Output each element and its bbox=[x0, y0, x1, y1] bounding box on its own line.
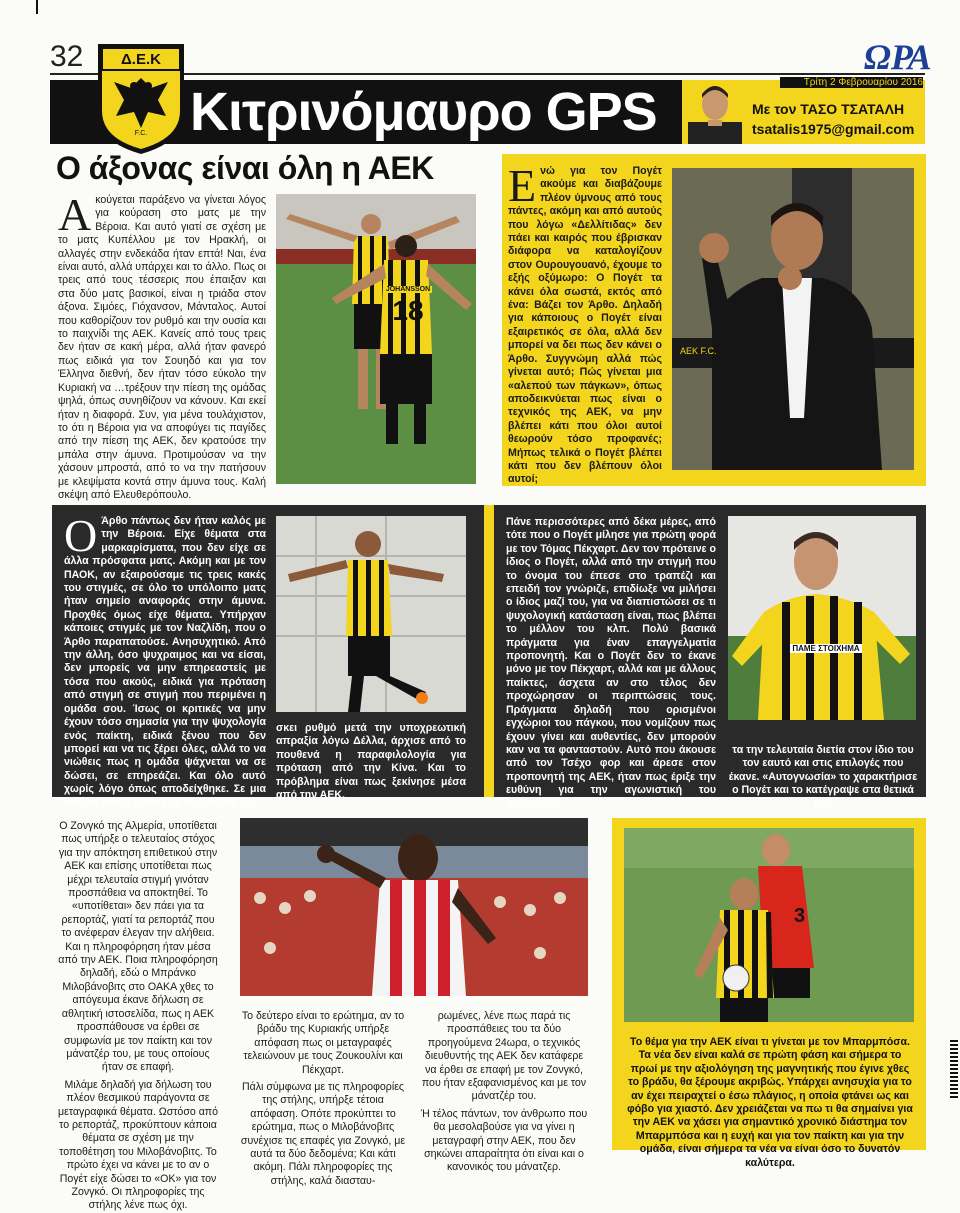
article1-text bbox=[58, 189, 266, 502]
article5-col1-p2: Μιλάμε δηλαδή για δήλωση του πλέον θεσμικού παράγοντα σε μεταγραφικά θέματα. Ωστόσο από το ρεπορτάζ, προκύπτουν κάποια θέματα σε σχέση με την τοποθέτηση του Μιλοβάνοβιτς. Το πρώτο έχει να κάνει με το αν ο Πογέτ είχε δώσει το «ΟΚ» για τον Ζονγκό. Οι πληροφορίες της στήλης λένε πως όχι. bbox=[58, 1078, 219, 1212]
aek-crest bbox=[96, 42, 186, 156]
edge-mark-top bbox=[36, 0, 38, 14]
player-portrait-icon bbox=[728, 516, 916, 720]
author-email[interactable]: tsatalis1975@gmail.com bbox=[752, 121, 915, 137]
article5-col1-p1: Ο Ζονγκό της Αλμερία, υποτίθεται πως υπήρξε ο τελευταίος στόχος για την απόκτηση επιθετικού στην ΑΕΚ και επίσης υποτίθεται πως μέχρι τελευταία στιγμή γινόταν προσπάθεια να αποκτηθεί. Το «υποτίθεται» δεν πάει για τα ρεπορτάζ, γιατί τα ρεπορτάζ που το ανέφεραν έλεγαν την αλήθεια. Και η πληροφόρηση ήταν μέσα από την ΑΕΚ. Ποια πληροφόρηση δηλαδή, εδώ ο Μπράνκο Μιλοβάνοβιτς στο ΟΑΚΑ χθες το απόγευμα έκανε δήλωση σε αθλητική ιστοσελίδα, πως η ΑΕΚ προσπάθουσε να έρθει σε συμφωνία με τον παίκτη και τον μάνατζέρ του, με τους οποίους ήταν σε επαφή. bbox=[58, 820, 218, 1074]
photo-zongo bbox=[240, 818, 588, 996]
article5-col1 bbox=[58, 820, 218, 1213]
players-celebrating-icon bbox=[276, 194, 476, 484]
article3-text bbox=[64, 510, 266, 810]
article5-col2-p1: Το δεύτερο είναι το ερώτημα, αν το βράδυ της Κυριακής υπήρξε απόφαση πως οι μεταγραφές τελειώνουν με τους Ζουκουλίνι και Πέκχαρτ. bbox=[241, 1010, 405, 1076]
article3-body: Άρθο πάντως δεν ήταν καλός με την Βέροια. Είχε θέματα στα μαρκαρίσματα, που δεν είχε σε άλλα πρόσφατα ματς. Ακόμη και με τον ΠΑΟΚ, αν εξαιρούσαμε τις τρεις κακές του στιγμές, σε όλο το υπόλοιπο ματς ήταν σημείο αναφοράς στην άμυνα. Προχθές όμως είχε θέματα. Υπήρχαν κάποιες στιγμές με τον Ναζλίδη, που ο Άρθο παραπατούσε. Ανησυχητικό. Από την άλλη, όσο ψυχραιμος και να είσαι, δεν μπορείς να μην επηρεαστείς με τόσα που ακούς, ειδικά για πρόταση από στιγμή σε στιγμή που περιμένει η ομάδα σου. Ίσως οι κριτικές να μην έχουν τόσο σημασία για την ψυχολογία ενός παίκτη, ειδικά ξένου που δεν μπορεί και να τις ξέρει όλες, αλλά το να νιώθεις πως η ομάδα ψάχνεται να σε δώσει, σε επηρεάζει. Και όλο αυτό χωρίς λόγο όπως αποδείχθηκε. Σε μια στιγμή που ο Άρθο είχε αρχίσει να βρι- bbox=[64, 515, 266, 809]
player-crowd-icon bbox=[240, 818, 588, 996]
article6-text: Το θέμα για την ΑΕΚ είναι τι γίνεται με τον Μπαρμπόσα. Τα νέα δεν είναι καλά σε πρώτη φάση και σήμερα το πρωί με την αξιολόγηση της μαγνητικής που έγινε χθες το βράδυ, θα ξέρουμε ακριβώς. Υπάρχει ανησυχία για το αν έχει πειραχτεί ο έσω πλάγιος, η οποία φτάνει ως και φόβο για χιαστό. Δεν χρειάζεται να πω τι θα σημαίνει για την ΑΕΚ να χάσει για σημαντικό χρονικό διάστημα τον Μπαρμπόσα και η ευχή και για τον παίκτη και για την ομάδα, είναι σήμερα τα νέα να είναι όσο το δυνατόν καλύτερα. bbox=[627, 1036, 913, 1169]
crest-text: Δ.Ε.Κ bbox=[121, 51, 161, 68]
article1-headline: Ο άξονας είναι όλη η ΑΕΚ bbox=[56, 150, 434, 186]
author-photo bbox=[688, 74, 742, 144]
page-number: 32 bbox=[50, 40, 84, 73]
issue-date: Τρίτη 2 Φεβρουαρίου 2016 bbox=[780, 77, 923, 88]
svg-text:3: 3 bbox=[794, 905, 806, 927]
panel-divider bbox=[484, 505, 494, 797]
article1-dropcap: Α bbox=[58, 189, 92, 240]
photo-pekhart bbox=[728, 516, 916, 720]
crest-fc: F.C. bbox=[134, 130, 148, 137]
player-celebrating-icon bbox=[276, 516, 466, 712]
article5-col2 bbox=[240, 1010, 406, 1188]
article3-continuation: σκει ρυθμό μετά την υποχρεωτική απραξία λόγω Δέλλα, άρχισε από το πουθενά η παραφιλολογία για πρόταση από την Κίνα. Και το πρόβλημα είναι πως ξεκίνησε μέσα από την ΑΕΚ. bbox=[276, 722, 466, 802]
jersey-name: JOHANSSON bbox=[385, 286, 431, 293]
article3-dropcap: Ο bbox=[64, 510, 98, 561]
article5-col3 bbox=[420, 1010, 588, 1175]
article4-text: Πάνε περισσότερες από δέκα μέρες, από τότε που ο Πογέτ μίλησε για πρώτη φορά με τον Τόμας Πέκχαρτ. Δεν τον πρότεινε ο ίδιος ο Πογέτ, αλλά από την στιγμή που το όνομα του έπεσε στο τραπέζι και επειδή τον γνώριζε, επιδίωξε να μιλήσει ο ίδιος μαζί του, για να διαπιστώσει σε τι ψυχολογική κατάσταση είναι, πως βλέπει το μέλλον του κλπ. Πολύ βασικά πράγματα για έναν επαγγελματία προπονητή. Και ο Πογέτ δεν το έκανε μόνο με τον Πέκχαρτ, αλλά και με άλλους παίκτες, άσχετα αν στο τέλος δεν προχώρησαν οι περιπτώσεις τους. Πράγματα δηλαδή που ορισμένοι εγχώριοι του πάγκου, που νομίζουν πως έχουν γίνει και αυθεντίες, δεν μπορούν καν να τα φανταστούν. Αυτό που άκουσε από τον Τσέχο φορ και άρεσε στον προπονητή της ΑΕΚ, ήταν πως έριξε την ευθύνη για την αγωνιστική του στασιμότη- bbox=[506, 516, 716, 810]
article5-col3-p1: ρωμένες, λένε πως παρά τις προσπάθειες του τα δύο προηγούμενα 24ωρα, ο τεχνικός διευθυντής της ΑΕΚ δεν κατάφερε να έρθει σε επαφή με τον Ζονγκό, που ήταν εξαφανισμένος και με τον μάνατζέρ του. bbox=[421, 1010, 587, 1103]
article2-body: νώ για τον Πογέτ ακούμε και διαβάζουμε πλέον ύμνους από τους πάντες, ακόμη και από αυτούς που λόγω «Δελλίτιδας» δεν πάει και καιρός που έβρισκαν διάφορα να καταλογίζουν στον Ουρουγουανό, έχουμε το εξής οξύμωρο: Ο Πογέτ τα κάνει όλα σωστά, εκτός από ένα: Βάζει τον Άρθο. Δηλαδή για κάποιους ο Πογέτ είναι εξαιρετικός σε όλα, αλλά δεν μπορεί να δει πως δεν κάνει ο Άρθο. Συγγνώμη αλλά πώς γίνεται αυτό; Πώς γίνεται μια «αλεπού των πάγκων», όπως αποδεικνύεται πως είναι ο τεχνικός της ΑΕΚ, να μην βλέπει κάτι που όλοι αυτοί θεωρούν τόσο προφανές; Μήπως τελικά ο Πογέτ βλέπει κάτι που δεν βλέπουν όλοι αυτοί; bbox=[508, 165, 662, 486]
author-line: Με τον ΤΑΣΟ ΤΣΑΤΑΛΗ bbox=[752, 101, 905, 117]
article2-dropcap: Ε bbox=[508, 160, 537, 211]
article5-col2-p2: Πάλι σύμφωνα με τις πληροφορίες της στήλης, υπήρξε τέτοια απόφαση. Οπότε προκύπτει το ερώτημα, πως ο Μιλοβάνοβιτς συνέχισε τις επαφές για Ζονγκό, με αυτά τα δύο δεδομένα; Και κάτι ακόμη. Πάλι πληροφορίες της στήλης, καλά διασταυ- bbox=[240, 1081, 406, 1187]
section-title: Κιτρινόμαυρο GPS bbox=[190, 82, 657, 142]
article1-body: κούγεται παράξενο να γίνεται λόγος για κούραση στο ματς με την Βέροια. Και αυτό γιατί σε σχέση με το ματς Κυπέλλου με τον Ηρακλή, οι αλλαγές στην ενδεκάδα ήταν επτά! Ναι, ένα είναι αυτό, αλλά υπάρχει και το άλλο. Πως οι τρεις από τους τέσσερις που έπαιξαν και στα δύο ματς βασικοί, είναι η τριάδα στον άξονα. Σιμόες, Γιόχανσον, Μάνταλος. Αυτοί που καθορίζουν τον ρυθμό και την ουσία και το παιχνίδι της ΑΕΚ. Κανείς από τους τρεις δεν ήταν σε κακή μέρα, αλλά ήταν φανερό πως ειδικά για τον Σουηδό και για τον Έλληνα διεθνή, δεν ήταν τόσο εύκολο την Κυριακή να …τρέξουν την πίεση της ομάδας ψηλά, όπως συνηθίζουν να κάνουν. Και εκεί ήταν η διαφορά. Συν, για μένα τουλάχιστον, το ότι η Βέροια για να αποφύγει τις παγίδες από την πίεση της ΑΕΚ, δεν κρατούσε την μπάλα στην άμυνα. Προτιμούσαν να την χάσουν μπροστά, από το να την πατήσουν με κλεψίματα κοντά στην άμυνα τους. Καλή σκέψη από Ελευθερόπουλο. bbox=[58, 194, 266, 501]
stadium-board: AEK F.C. bbox=[680, 346, 717, 356]
photo-araujo bbox=[276, 516, 466, 712]
photo-johansson bbox=[276, 194, 476, 484]
photo-poyet bbox=[672, 168, 914, 470]
coach-fist-icon bbox=[672, 168, 914, 470]
article2-text bbox=[508, 160, 662, 487]
brand-logo: ΩΡΑ bbox=[864, 37, 932, 77]
edge-barcode bbox=[950, 1040, 958, 1100]
sponsor-label: ΠΑΜΕ ΣΤΟΙΧΗΜΑ bbox=[790, 644, 862, 653]
players-duel-icon bbox=[624, 828, 914, 1022]
article5-col3-p2: Ή τέλος πάντων, τον άνθρωπο που θα μεσολαβούσε για να γίνει η μεταγραφή στην ΑΕΚ, που δεν σηκώνει απαραίτητα ότι είναι και ο κανονικός του μάνατζερ. bbox=[420, 1107, 588, 1174]
photo-barbosa bbox=[624, 828, 914, 1022]
author-portrait-icon bbox=[688, 74, 742, 144]
jersey-number: 18 bbox=[392, 295, 424, 326]
article4-continuation: τα την τελευταία διετία στον ίδιο του τον εαυτό και στις επιλογές που έκανε. «Αυτογνωσία» το χαρακτήρισε ο Πογέτ και το κατέγραψε στα θετικά του. bbox=[728, 744, 918, 810]
